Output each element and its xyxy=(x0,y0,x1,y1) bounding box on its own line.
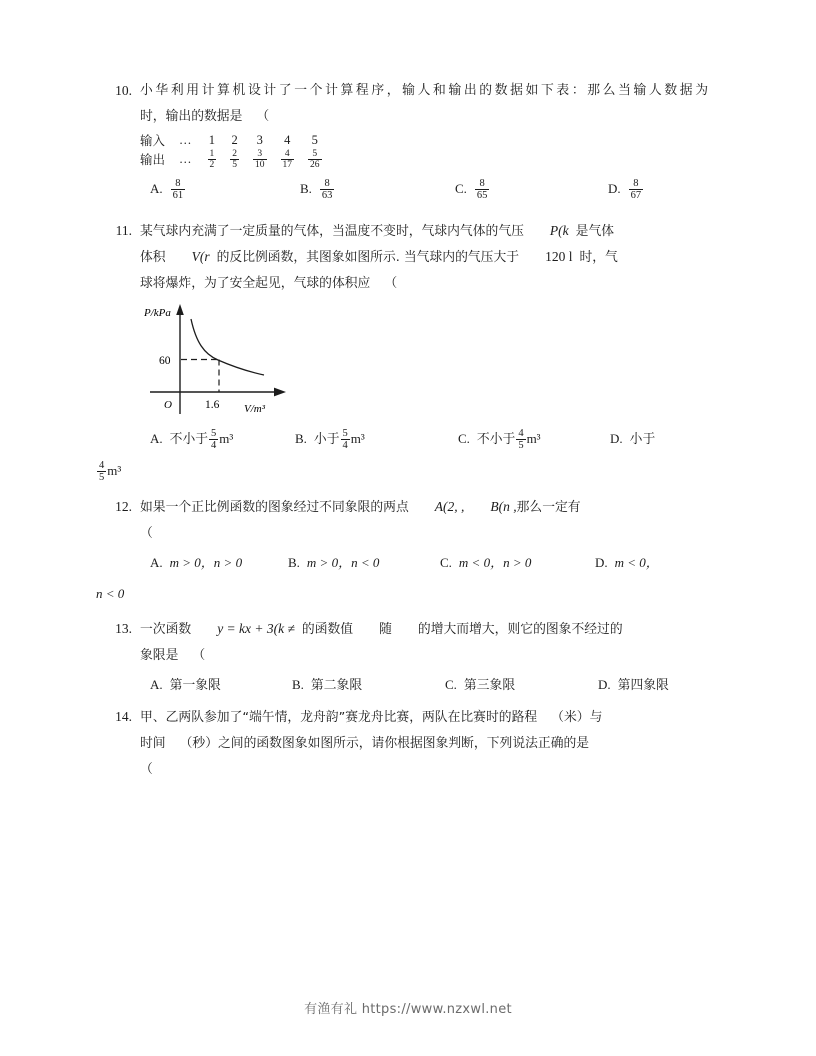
inverse-proportion-graph xyxy=(140,302,340,420)
question-10-option-d[interactable] xyxy=(608,174,644,204)
fraction-denominator: 5 xyxy=(518,440,524,452)
question-10-data-table xyxy=(140,132,329,170)
question-11-options xyxy=(140,424,708,454)
option-label: A. xyxy=(150,677,163,693)
question-13-number: 13. xyxy=(115,621,132,637)
question-11-stem xyxy=(140,218,708,296)
table-cell-input-4: 4 xyxy=(284,133,291,147)
question-14-open-paren: （ xyxy=(140,762,153,778)
option-label: B. xyxy=(300,181,312,197)
question-14-line-1-text: 甲、乙两队参加了“端午情，龙舟韵”赛龙舟比赛，两队在比赛时的路程 xyxy=(140,710,538,726)
fraction-numerator: 1 xyxy=(209,149,215,159)
fraction-numerator: 3 xyxy=(257,149,263,159)
question-13 xyxy=(96,616,708,668)
question-14-number: 14. xyxy=(115,709,132,725)
question-11 xyxy=(96,218,708,296)
question-12-number: 12. xyxy=(115,499,132,515)
table-cell-output-5 xyxy=(301,149,329,170)
question-12-option-c[interactable] xyxy=(440,548,531,578)
fraction-numerator: 5 xyxy=(312,149,318,159)
question-10-open-paren: （ xyxy=(256,109,270,124)
table-cell-input-3: 3 xyxy=(256,133,263,147)
question-13-line-2 xyxy=(140,642,708,668)
option-unit: m³ xyxy=(526,431,541,447)
table-cell-output-1 xyxy=(201,149,224,170)
option-text: 第一象限 xyxy=(169,678,221,694)
origin-label: O xyxy=(164,399,172,412)
question-13-line-1 xyxy=(140,616,708,642)
question-13-line-1-head: 一次函数 xyxy=(140,622,192,638)
table-cell-output-2 xyxy=(223,149,246,170)
question-11-symbol-p: P(k xyxy=(549,223,569,239)
question-10-option-c[interactable] xyxy=(455,174,490,204)
question-11-line-1-text: 某气球内充满了一定质量的气体，当温度不变时，气球内气体的气压 xyxy=(140,224,524,240)
option-label: B. xyxy=(288,555,300,571)
question-12-line-2 xyxy=(140,520,708,546)
footer-brand: 有渔有礼 xyxy=(304,1002,358,1017)
question-14-unit-meter: （米）与 xyxy=(551,710,603,726)
question-12-line-1-text: 如果一个正比例函数的图象经过不同象限的两点 xyxy=(140,500,409,516)
table-cell-output-4 xyxy=(274,149,302,170)
option-text: 第二象限 xyxy=(310,678,363,694)
table-row-label-output: 输出 xyxy=(140,152,166,168)
fraction-denominator: 10 xyxy=(255,160,265,171)
option-text: 不小于 xyxy=(169,432,209,448)
option-label: C. xyxy=(455,181,467,197)
footer-url[interactable]: https://www.nzxwl.net xyxy=(361,1002,512,1017)
option-text: m < 0， xyxy=(614,555,659,571)
table-ellipsis-input: … xyxy=(179,133,193,147)
question-12-options xyxy=(140,548,708,578)
question-12-option-b[interactable] xyxy=(288,548,379,578)
x-axis-tick-1point6: 1.6 xyxy=(205,399,220,412)
question-10-line-2 xyxy=(140,103,708,129)
option-label: D. xyxy=(595,555,608,571)
option-label: D. xyxy=(608,181,621,197)
question-12 xyxy=(96,494,708,546)
question-13-option-c[interactable] xyxy=(445,670,515,701)
option-label: D. xyxy=(610,431,623,447)
y-axis-tick-60: 60 xyxy=(159,355,171,368)
question-14-line-1 xyxy=(140,704,708,730)
question-11-number: 11. xyxy=(115,223,132,239)
question-12-option-a[interactable] xyxy=(150,548,242,578)
option-text: 第三象限 xyxy=(463,678,516,694)
option-text: m > 0，n < 0 xyxy=(306,555,380,571)
question-12-option-d[interactable] xyxy=(595,548,659,578)
option-unit: m³ xyxy=(219,431,234,447)
question-13-line-1-tail: 的增大而增大，则它的图象不经过的 xyxy=(417,622,623,638)
table-cell-input-2: 2 xyxy=(231,133,238,147)
question-11-option-d-wrapped xyxy=(96,454,708,488)
question-12-point-b: B(n , xyxy=(490,499,517,515)
table-ellipsis-output: … xyxy=(179,152,193,167)
question-12-stem xyxy=(140,494,708,546)
option-label: C. xyxy=(445,677,457,693)
question-13-line-2-text: 象限是 xyxy=(140,648,179,664)
fraction-numerator: 4 xyxy=(284,149,290,159)
question-10-option-b[interactable] xyxy=(300,174,335,204)
fraction-numerator: 4 xyxy=(99,460,105,472)
question-10-option-a[interactable] xyxy=(150,174,186,204)
option-label: A. xyxy=(150,181,163,197)
question-13-option-d[interactable] xyxy=(598,670,669,701)
question-13-options xyxy=(140,670,708,700)
question-11-line-1-tail: 是气体 xyxy=(575,224,615,240)
option-label: A. xyxy=(150,555,163,571)
fraction-denominator: 4 xyxy=(342,440,348,452)
question-10-line-2-text: 时，输出的数据是 xyxy=(140,109,243,124)
question-11-pressure-value: 120 l xyxy=(545,249,573,265)
hyperbola-curve xyxy=(191,319,264,375)
fraction-denominator: 4 xyxy=(211,440,217,452)
question-14-line-2-text: （秒）之间的函数图象如图所示，请你根据图象判断，下列说法正确的是 xyxy=(179,736,590,752)
x-axis-label: V/m³ xyxy=(244,403,266,416)
table-row-label-input: 输入 xyxy=(140,133,166,148)
fraction-numerator: 8 xyxy=(479,178,485,190)
question-10-options xyxy=(140,174,708,204)
question-11-line-2 xyxy=(140,244,708,270)
question-11-option-a[interactable] xyxy=(150,424,233,455)
question-10 xyxy=(96,78,708,129)
question-13-option-a[interactable] xyxy=(150,670,221,701)
fraction-numerator: 5 xyxy=(342,428,348,440)
question-12-line-1-tail: 那么一定有 xyxy=(516,500,581,516)
fraction-denominator: 2 xyxy=(209,160,215,171)
table-row-outputs xyxy=(140,149,329,170)
fraction-denominator: 61 xyxy=(172,190,184,202)
option-unit: m³ xyxy=(107,463,122,479)
question-11-line-3-text: 球将爆炸，为了安全起见，气球的体积应 xyxy=(140,276,371,292)
y-axis-label: P/kPa xyxy=(144,307,171,320)
question-10-stem xyxy=(140,78,708,129)
question-13-variable-word: 随 xyxy=(379,622,392,638)
question-13-line-1-mid: 的函数值 xyxy=(301,622,354,638)
fraction-denominator: 65 xyxy=(476,190,488,202)
option-text: 小于 xyxy=(313,432,340,448)
footer-watermark xyxy=(0,998,816,1017)
question-11-line-2-tail: 时，气 xyxy=(579,250,618,266)
fraction-numerator: 8 xyxy=(633,178,639,190)
question-12-line-1 xyxy=(140,494,708,520)
question-12-open-paren: （ xyxy=(140,526,153,542)
y-axis-arrow xyxy=(176,304,184,315)
option-text: 第四象限 xyxy=(617,678,669,694)
x-axis-arrow xyxy=(274,388,286,397)
fraction-numerator: 5 xyxy=(211,428,217,440)
document-content xyxy=(96,78,708,784)
option-label: C. xyxy=(440,555,452,571)
question-11-symbol-v: V(r xyxy=(191,249,210,265)
option-text: 不小于 xyxy=(476,432,516,448)
fraction-numerator: 8 xyxy=(324,178,330,190)
option-unit: m³ xyxy=(350,431,365,447)
option-label: B. xyxy=(292,677,304,693)
option-text: 小于 xyxy=(629,432,656,448)
option-label: A. xyxy=(150,431,163,447)
question-11-line-3 xyxy=(140,270,708,296)
question-14-line-3 xyxy=(140,756,708,782)
table-cell-input-1: 1 xyxy=(208,133,216,147)
fraction-numerator: 4 xyxy=(518,428,524,440)
question-14-stem xyxy=(140,704,708,782)
question-11-option-c[interactable] xyxy=(458,424,541,455)
option-text: m > 0，n > 0 xyxy=(169,555,243,571)
option-label: D. xyxy=(598,677,611,693)
table-cell-output-3 xyxy=(246,149,274,170)
table-row-inputs xyxy=(140,132,329,149)
question-13-formula: y = kx + 3(k ≠ xyxy=(217,621,295,637)
fraction-numerator: 8 xyxy=(175,178,181,190)
fraction-denominator: 5 xyxy=(232,160,238,171)
question-14-line-2 xyxy=(140,730,708,756)
question-13-open-paren: （ xyxy=(192,648,206,664)
fraction-denominator: 63 xyxy=(321,190,333,202)
question-12-point-a: A(2, , xyxy=(434,499,465,515)
option-text: m < 0，n > 0 xyxy=(458,555,532,571)
fraction-numerator: 2 xyxy=(232,149,238,159)
question-11-line-1 xyxy=(140,218,708,244)
question-11-line-2-text: 的反比例函数，其图象如图所示. 当气球内的气压大于 xyxy=(216,250,520,266)
question-13-stem xyxy=(140,616,708,668)
question-11-figure xyxy=(140,302,708,420)
fraction-denominator: 67 xyxy=(630,190,642,202)
question-12-option-d-wrapped: n < 0 xyxy=(96,586,125,602)
question-11-option-b[interactable] xyxy=(295,424,365,455)
table-cell-input-5: 5 xyxy=(311,133,318,147)
question-10-line-1: 小华利用计算机设计了一个计算程序，输人和输出的数据如下表：那么当输人数据为 xyxy=(140,83,708,98)
question-10-number: 10. xyxy=(115,83,132,98)
question-13-option-b[interactable] xyxy=(292,670,362,701)
question-11-option-d[interactable] xyxy=(610,424,655,455)
fraction-denominator: 5 xyxy=(99,472,105,484)
fraction-denominator: 17 xyxy=(282,160,293,171)
option-label: C. xyxy=(458,431,470,447)
question-14-line-2-head: 时间 xyxy=(140,736,166,752)
option-label: B. xyxy=(295,431,307,447)
question-11-line-2-head: 体积 xyxy=(140,250,166,266)
fraction-denominator: 26 xyxy=(310,160,320,171)
question-11-open-paren: （ xyxy=(384,276,398,292)
question-14 xyxy=(96,704,708,782)
